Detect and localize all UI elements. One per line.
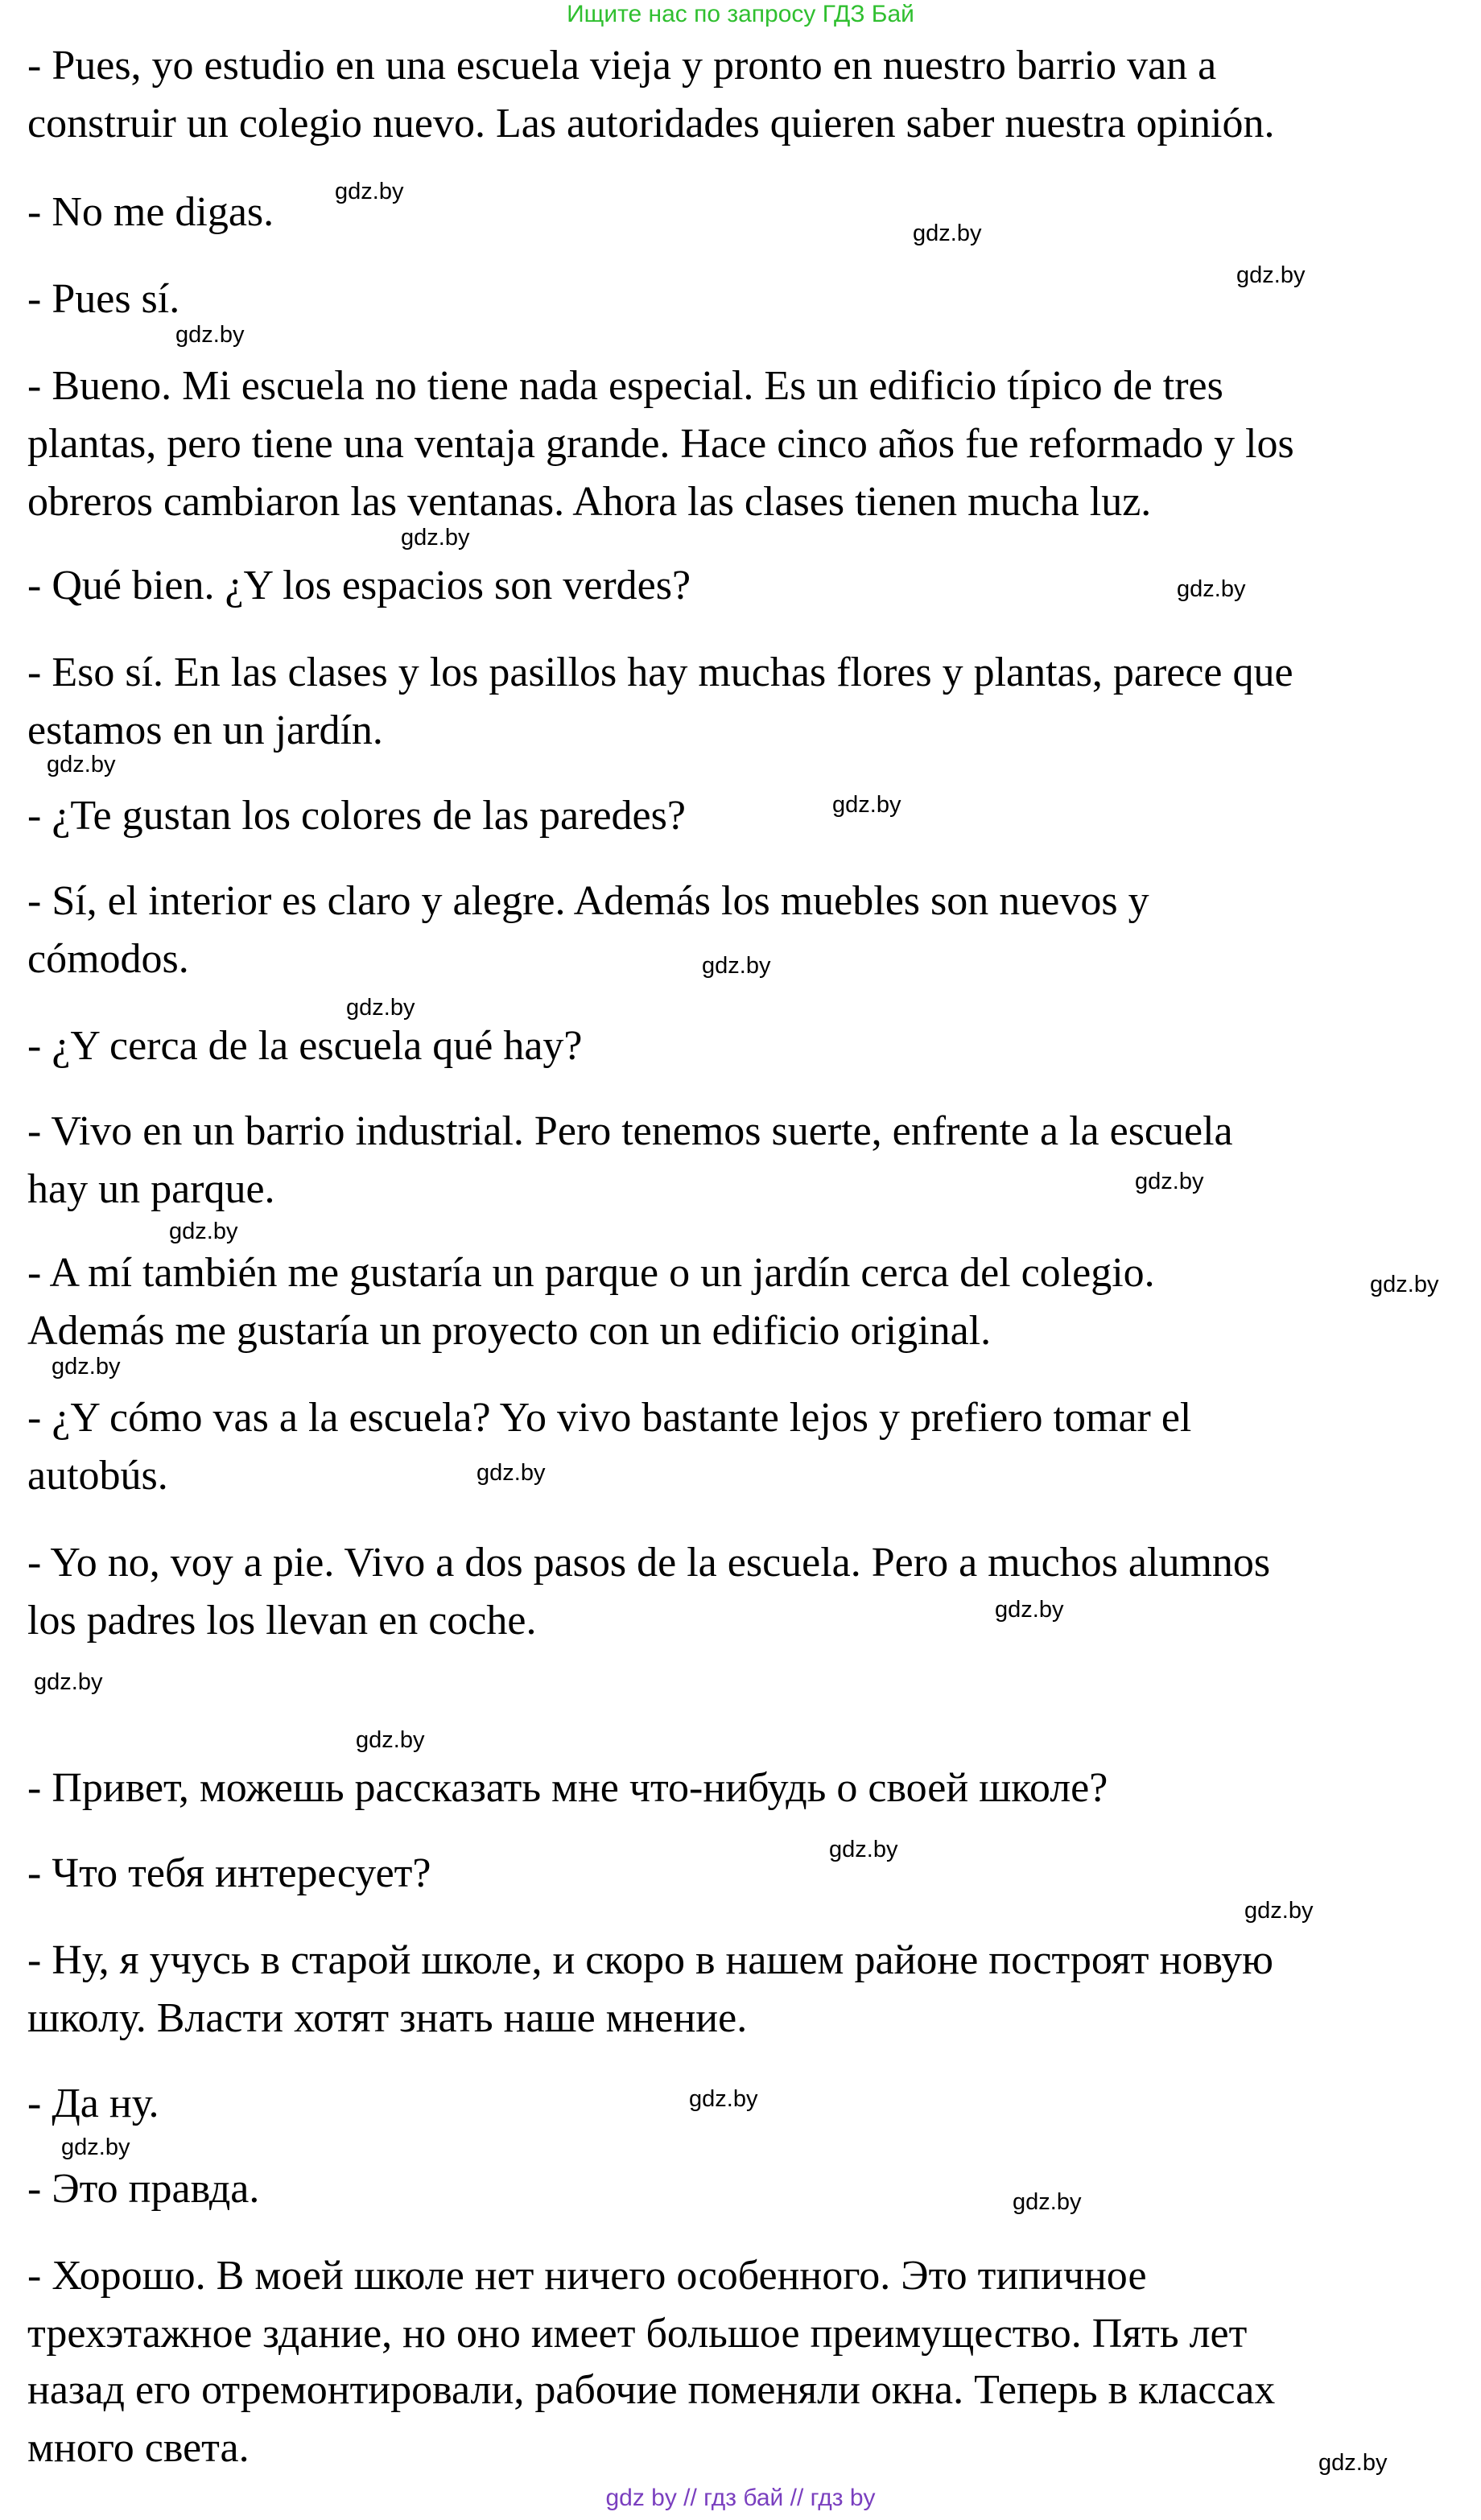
watermark: gdz.by <box>1318 2450 1388 2476</box>
watermark: gdz.by <box>61 2134 130 2160</box>
watermark: gdz.by <box>689 2086 758 2112</box>
text-line: los padres los llevan en coche. <box>27 1598 537 1644</box>
footer-banner: gdz by // гдз бай // гдз by <box>605 2485 876 2511</box>
watermark: gdz.by <box>832 792 901 818</box>
text-line: - Eso sí. En las clases y los pasillos hay muchas flores y plantas, parece que <box>27 650 1293 695</box>
text-line: школу. Власти хотят знать наше мнение. <box>27 1995 748 2041</box>
text-line: - Qué bien. ¿Y los espacios son verdes? <box>27 563 691 608</box>
text-line: - ¿Y cómo vas a la escuela? Yo vivo bastante lejos y prefiero tomar el <box>27 1395 1192 1441</box>
text-line: Además me gustaría un proyecto con un edificio original. <box>27 1308 992 1354</box>
text-line: - Это правда. <box>27 2166 260 2212</box>
watermark: gdz.by <box>47 752 116 777</box>
watermark: gdz.by <box>356 1727 425 1753</box>
text-line: plantas, pero tiene una ventaja grande. Hace cinco años fue reformado y los <box>27 421 1294 467</box>
text-line: hay un parque. <box>27 1166 275 1212</box>
text-line: - Vivo en un barrio industrial. Pero tenemos suerte, enfrente a la escuela <box>27 1108 1233 1154</box>
text-line: obreros cambiaron las ventanas. Ahora las clases tienen mucha luz. <box>27 479 1152 525</box>
text-line: - Pues sí. <box>27 276 180 322</box>
watermark: gdz.by <box>829 1837 898 1862</box>
text-line: - Ну, я учусь в старой школе, и скоро в нашем районе построят новую <box>27 1937 1273 1983</box>
text-line: estamos en un jardín. <box>27 707 383 753</box>
text-line: много света. <box>27 2425 250 2471</box>
watermark: gdz.by <box>995 1597 1064 1623</box>
text-line: - Что тебя интересует? <box>27 1850 431 1896</box>
text-line: autobús. <box>27 1453 168 1499</box>
text-line: - ¿Y cerca de la escuela qué hay? <box>27 1023 583 1069</box>
text-line: - Bueno. Mi escuela no tiene nada especial. Es un edificio típico de tres <box>27 363 1223 409</box>
text-line: - Yo no, voy a pie. Vivo a dos pasos de la escuela. Pero a muchos alumnos <box>27 1540 1271 1586</box>
watermark: gdz.by <box>1135 1169 1204 1194</box>
watermark: gdz.by <box>1177 576 1246 602</box>
text-line: - Привет, можешь рассказать мне что-нибудь о своей школе? <box>27 1765 1108 1811</box>
watermark: gdz.by <box>1370 1272 1439 1297</box>
watermark: gdz.by <box>335 179 404 204</box>
watermark: gdz.by <box>52 1354 121 1380</box>
text-line: - Да ну. <box>27 2081 159 2126</box>
watermark: gdz.by <box>476 1460 546 1486</box>
text-line: - Pues, yo estudio en una escuela vieja y pronto en nuestro barrio van a <box>27 43 1217 89</box>
watermark: gdz.by <box>346 995 415 1021</box>
text-line: назад его отремонтировали, рабочие поменяли окна. Теперь в классах <box>27 2367 1276 2413</box>
text-line: construir un colegio nuevo. Las autoridades quieren saber nuestra opinión. <box>27 101 1275 146</box>
watermark: gdz.by <box>1236 262 1306 288</box>
text-line: - Sí, el interior es claro y alegre. Además los muebles son nuevos y <box>27 878 1149 924</box>
watermark: gdz.by <box>34 1669 103 1695</box>
watermark: gdz.by <box>913 221 982 246</box>
text-line: - Хорошо. В моей школе нет ничего особенного. Это типичное <box>27 2253 1147 2299</box>
watermark: gdz.by <box>702 953 771 979</box>
text-line: - ¿Te gustan los colores de las paredes? <box>27 793 686 839</box>
watermark: gdz.by <box>169 1219 238 1244</box>
text-line: трехэтажное здание, но оно имеет большое преимущество. Пять лет <box>27 2311 1248 2357</box>
watermark: gdz.by <box>175 322 245 348</box>
watermark: gdz.by <box>1013 2189 1082 2215</box>
text-line: - A mí también me gustaría un parque o un jardín cerca del colegio. <box>27 1250 1155 1296</box>
watermark: gdz.by <box>401 525 470 551</box>
watermark: gdz.by <box>1244 1898 1314 1924</box>
text-line: - No me digas. <box>27 189 274 235</box>
header-banner: Ищите нас по запросу ГДЗ Бай <box>567 1 914 27</box>
text-line: cómodos. <box>27 936 189 982</box>
